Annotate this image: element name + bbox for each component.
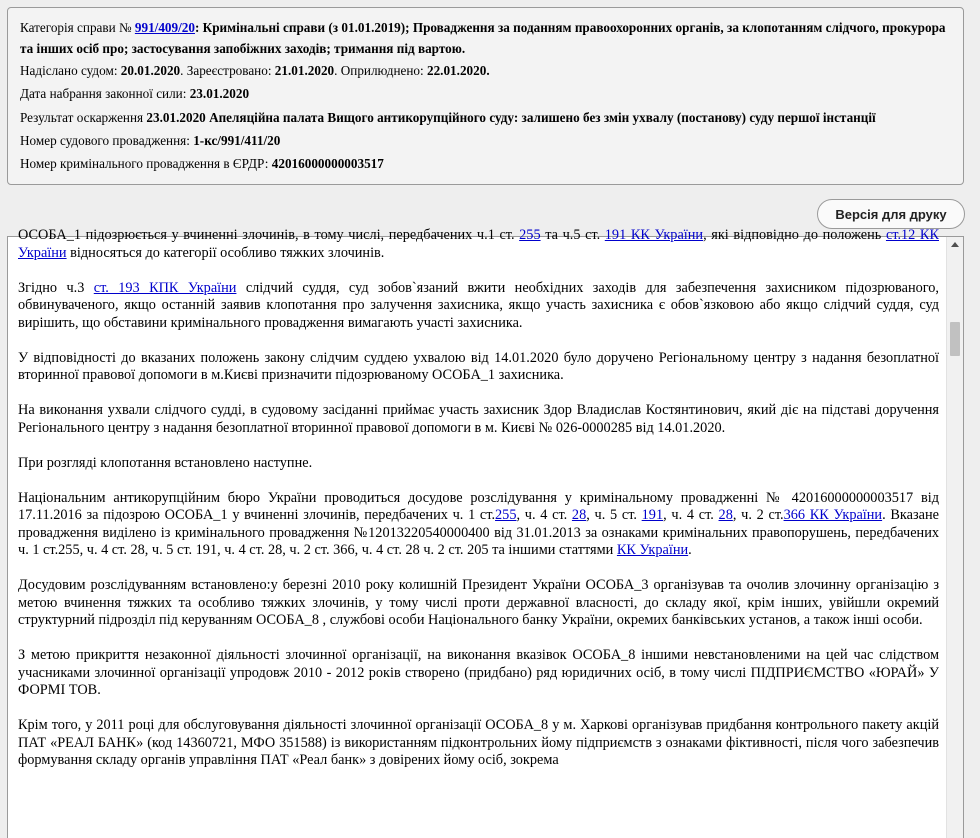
published-date: 22.01.2020	[426, 63, 487, 78]
paragraph-2: Згідно ч.3 ст. 193 КПК України слідчий суддя, суд зобов`язаний вжити необхідних заходів для забезпечення захисником підозрюваного, обвинуваченого, якщо останній заявив клопотання про залучення захисника, якщо участь захисника є обов`язковою або якщо слідчий суддя, суд вирішить, що обставини кримінального провадження вимагають участі захисника.	[18, 279, 939, 331]
law-link[interactable]: 191	[641, 507, 664, 523]
paragraph-6: Національним антикорупційним бюро України проводиться досудове розслідування у кримінальному провадженні № 42016000000003517 від 17.11.2016 за підозрою ОСОБА_1 у вчиненні злочинів, передбачених ч. 1 ст.255, ч. 4 ст. 28, ч. 5 ст. 191, ч. 4 ст. 28, ч. 2 ст.366 КК України. Вказане провадження виділено із кримінального провадження №12013220540000400 від 31.01.2013 за ознаками кримінальних правопорушень, передбачених ч. 1 ст.255, ч. 4 ст. 28, ч. 5 ст. 191, ч. 4 ст. 28, ч. 2 ст. 366, ч. 4 ст. 28 ч. 2 ст. 205 та іншими статтями КК України.	[18, 489, 939, 558]
law-link[interactable]: 366 КК України	[783, 507, 883, 523]
appeal-label: Результат оскарження	[20, 109, 147, 125]
erdr-row	[20, 152, 963, 175]
effective-label: Дата набрання законної сили:	[20, 86, 190, 102]
proceeding-number: 1-кс/991/411/20	[193, 132, 281, 148]
paragraph-7: Досудовим розслідуванням встановлено:у березні 2010 року колишній Президент України ОСОБА_3 організував та очолив злочинну організацію з метою вчинення тяжких та особливо тяжких злочинів, у тому числі проти державної власності, до складу якої, крім інших, увійшли окремий структурний підрозділ під керуванням ОСОБА_8 , службові особи Національного банку України, окремих банківських установ, а також інші особи.	[18, 577, 939, 628]
document-text	[18, 227, 939, 787]
print-version-button[interactable]: Версія для друку	[817, 199, 965, 229]
law-link[interactable]: КК України	[616, 542, 689, 558]
vertical-scrollbar[interactable]	[946, 237, 963, 838]
effective-date: 23.01.2020	[189, 86, 250, 102]
paragraph-3: У відповідності до вказаних положень закону слідчим суддею ухвалою від 14.01.2020 було доручено Регіональному центру з надання безоплатної вторинної правової допомоги в м.Києві призначити підозрюваному ОСОБА_1 захисника.	[18, 349, 939, 383]
registered-label: . Зареєстровано:	[180, 63, 275, 78]
sent-date: 20.01.2020	[120, 63, 181, 78]
appeal-row	[20, 106, 963, 129]
paragraph-8: З метою прикриття незаконної діяльності злочинної організації, на виконання вказівок ОСОБА_8 іншими невстановленими на цей час слідством учасниками злочинної організації упродовж 2010 - 2012 років створено (придбано) ряд юридичних осіб, в тому числі ПІДПРИЄМСТВО «ЮРАЙ» У ФОРМІ ТОВ.	[18, 647, 939, 698]
published-label: . Оприлюднено:	[334, 63, 427, 78]
dates-row	[20, 59, 963, 82]
case-category-text: : Кримінальні справи (з 01.01.2019); Провадження за поданням правоохоронних органів, за клопотанням слідчого, прокурора та інших осіб про; застосування запобіжних заходів; тримання під вартою.	[20, 20, 946, 56]
law-link[interactable]: ст. 193 КПК України	[93, 279, 237, 296]
law-link[interactable]: 255	[495, 507, 517, 523]
paragraph-5: При розгляді клопотання встановлено наступне.	[18, 454, 313, 471]
case-category-row	[20, 17, 963, 59]
case-number-link[interactable]: 991/409/20	[134, 20, 195, 35]
law-link[interactable]: 255	[519, 227, 541, 243]
effective-date-row	[20, 82, 963, 105]
law-link[interactable]: 28	[718, 507, 733, 523]
law-link[interactable]: ст.12 КК України	[18, 227, 939, 261]
paragraph-9: Крім того, у 2011 році для обслуговування діяльності злочинної організації ОСОБА_8 у м. Харкові організував придбання контрольного пакету акцій ПАТ «РЕАЛ БАНК» (код 14360721, МФО 351588) із використанням підконтрольних йому підприємств з ознаками фіктивності, після чого забезпечив формування складу органів управління ПАТ «Реал банк» з довірених йому осіб, зокрема	[18, 717, 939, 768]
scrollbar-thumb[interactable]	[950, 322, 960, 356]
erdr-label: Номер кримінального провадження в ЄРДР:	[20, 156, 272, 172]
registered-date: 21.01.2020	[274, 63, 335, 78]
proceeding-label: Номер судового провадження:	[20, 132, 194, 148]
law-link[interactable]: 28	[571, 507, 587, 523]
proceeding-row	[20, 129, 963, 152]
case-category-label: Категорія справи №	[20, 20, 135, 35]
sent-label: Надіслано судом:	[20, 63, 121, 78]
paragraph-4: На виконання ухвали слідчого судді, в судовому засіданні приймає участь захисник Здор Владислав Костянтинович, який діє на підставі доручення Регіонального центру з надання безоплатної вторинної правової допомоги в м. Києві № 026-0000285 від 14.01.2020.	[18, 402, 939, 436]
scroll-up-icon[interactable]	[951, 242, 959, 247]
erdr-number: 42016000000003517	[271, 156, 384, 172]
case-info-panel	[7, 7, 964, 185]
law-link[interactable]: 191 КК України	[604, 227, 704, 243]
paragraph-1: ОСОБА_1 підозрюється у вчиненні злочинів, в тому числі, передбачених ч.1 ст. 255 та ч.5 ст. 191 КК України, які відповідно до положень ст.12 КК України відносяться до категорії особливо тяжких злочинів.	[18, 227, 939, 261]
document-viewer[interactable]	[7, 227, 964, 838]
published-dot: .	[486, 63, 490, 78]
appeal-result: 23.01.2020 Апеляційна палата Вищого антикорупційного суду: залишено без змін ухвалу (постанову) суду першої інстанції	[146, 109, 876, 125]
